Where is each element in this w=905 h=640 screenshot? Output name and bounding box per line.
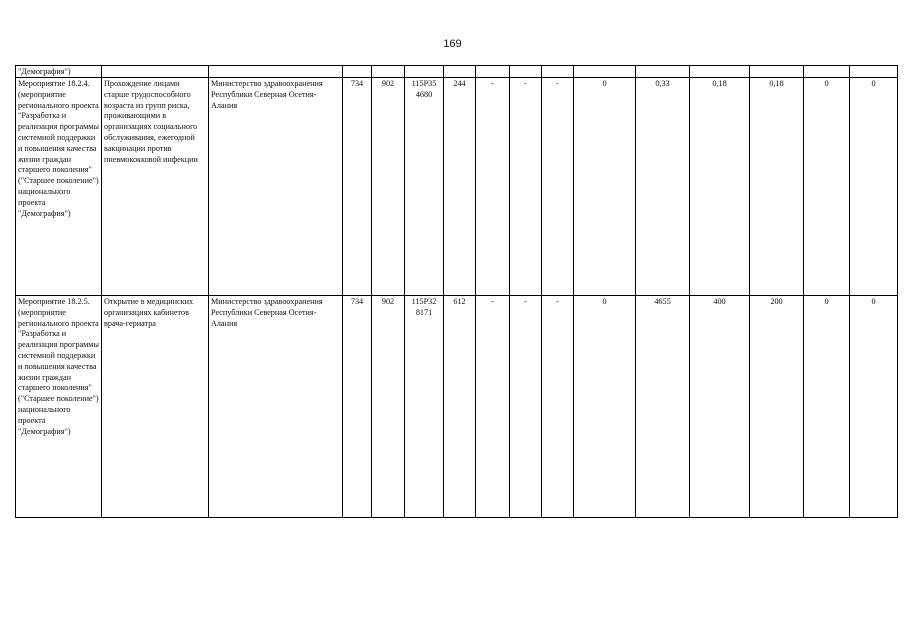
cell-value: -: [476, 296, 510, 518]
cell-value: 0: [574, 296, 636, 518]
cell-description: Открытие в медицинских организациях кабинетов врача-гериатра: [102, 296, 209, 518]
cell-rz: 902: [372, 296, 405, 518]
cell-value: 0,33: [636, 78, 690, 296]
cell-event: Мероприятие 18.2.5. (мероприятие регионального проекта "Разработка и реализация программы системной поддержки и повышения качества жизни граждан старшего поколения" ("Старшее поколение") национального проекта "Демография"): [16, 296, 102, 518]
cell-value: 0: [850, 296, 898, 518]
cell-value: -: [510, 296, 542, 518]
cell-csr: 115P35 4680: [405, 78, 444, 296]
cell-value: -: [542, 296, 574, 518]
cell-value: 0: [804, 296, 850, 518]
cell-continuation-text: "Демография"): [16, 66, 102, 78]
cell-value: 4655: [636, 296, 690, 518]
cell-event: Мероприятие 18.2.4. (мероприятие регионального проекта "Разработка и реализация программы системной поддержки и повышения качества жизни граждан старшего поколения" ("Старшее поколение") национального проекта "Демография"): [16, 78, 102, 296]
cell-vr: 244: [444, 78, 476, 296]
cell-rz: 902: [372, 78, 405, 296]
cell-value: -: [510, 78, 542, 296]
cell-executor: Министерство здравоохранения Республики Северная Осетия-Алания: [209, 78, 343, 296]
cell-value: -: [542, 78, 574, 296]
page-number: 169: [443, 38, 462, 50]
cell-grbs: 734: [343, 296, 372, 518]
cell-value: 0: [850, 78, 898, 296]
cell-description: Прохождение лицами старше трудоспособного возраста из групп риска, проживающими в организациях социального обслуживания, ежегодной вакцинации против пневмококковой инфекции: [102, 78, 209, 296]
table-row-continuation: [16, 66, 898, 78]
cell-grbs: 734: [343, 78, 372, 296]
cell-value: 400: [690, 296, 750, 518]
table-row: [16, 78, 898, 296]
cell-vr: 612: [444, 296, 476, 518]
cell-value: 0,18: [750, 78, 804, 296]
cell-value: 0: [574, 78, 636, 296]
cell-executor: Министерство здравоохранения Республики Северная Осетия-Алания: [209, 296, 343, 518]
budget-table: [15, 65, 898, 518]
cell-csr: 115P32 8171: [405, 296, 444, 518]
cell-value: -: [476, 78, 510, 296]
cell-value: 0,18: [690, 78, 750, 296]
cell-value: 200: [750, 296, 804, 518]
cell-value: 0: [804, 78, 850, 296]
table-row: [16, 296, 898, 518]
